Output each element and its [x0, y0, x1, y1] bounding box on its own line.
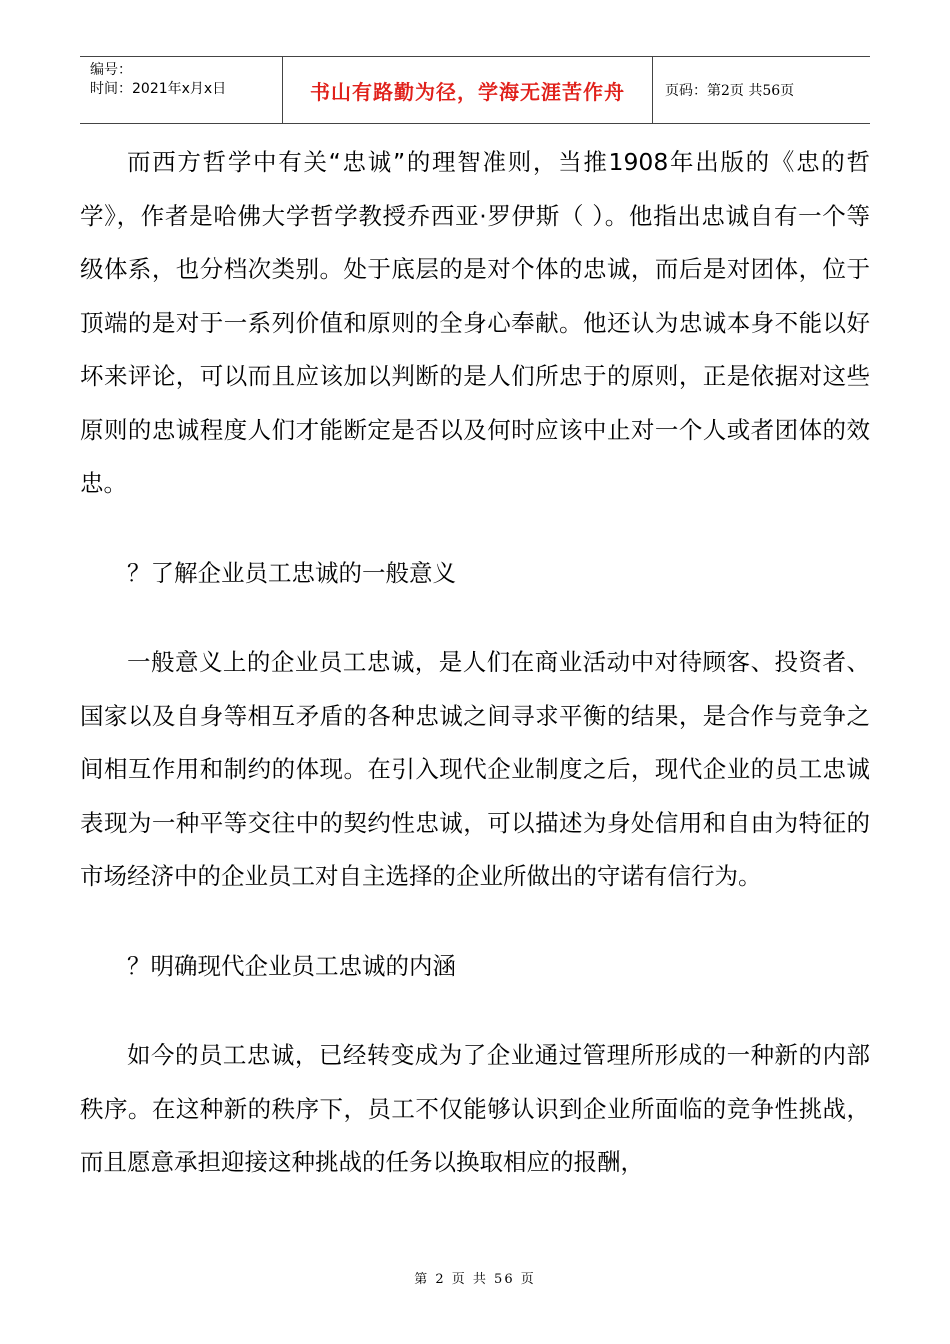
paragraph-gap	[80, 993, 870, 1029]
paragraph-gap	[80, 600, 870, 636]
page-footer: 第 2 页 共 56 页	[414, 1272, 536, 1287]
header-motto: 书山有路勤为径，学海无涯苦作舟	[283, 57, 653, 123]
header-page-info: 页码：第2页 共56页	[665, 83, 795, 99]
document-body	[80, 136, 870, 1190]
header-meta	[80, 57, 283, 123]
section-heading-modern-connotation: ？明确现代企业员工忠诚的内涵	[127, 951, 456, 980]
paragraph-loyalty-philosophy: 而西方哲学中有关“忠诚”的理智准则，当推1908年出版的《忠的哲学》，作者是哈佛大学哲学教授乔西亚·罗伊斯（ ）。他指出忠诚自有一个等级体系，也分档次类别。处于底层的是对个体的忠诚，而后是对团体，位于顶端的是对于一系列价值和原则的全身心奉献。他还认为忠诚本身不能以好坏来评论，可以而且应该加以判断的是人们所忠于的原则，正是依据对这些原则的忠诚程度人们才能断定是否以及何时应该中止对一个人或者团体的效忠。	[80, 148, 870, 497]
page-header	[80, 56, 870, 124]
document-time-label: 时间：2021年x月x日	[90, 81, 227, 97]
paragraph-gap	[80, 904, 870, 940]
document-number-label: 编号：	[90, 62, 132, 78]
paragraph-modern-connotation: 如今的员工忠诚，已经转变成为了企业通过管理所形成的一种新的内部秩序。在这种新的秩序下，员工不仅能够认识到企业所面临的竞争性挑战，而且愿意承担迎接这种挑战的任务以换取相应的报酬，	[80, 1041, 870, 1176]
paragraph-general-meaning: 一般意义上的企业员工忠诚，是人们在商业活动中对待顾客、投资者、国家以及自身等相互矛盾的各种忠诚之间寻求平衡的结果，是合作与竞争之间相互作用和制约的体现。在引入现代企业制度之后，现代企业的员工忠诚表现为一种平等交往中的契约性忠诚，可以描述为身处信用和自由为特征的市场经济中的企业员工对自主选择的企业所做出的守诺有信行为。	[80, 648, 870, 890]
section-heading-general-meaning: ？了解企业员工忠诚的一般意义	[127, 558, 456, 587]
paragraph-gap	[80, 511, 870, 547]
